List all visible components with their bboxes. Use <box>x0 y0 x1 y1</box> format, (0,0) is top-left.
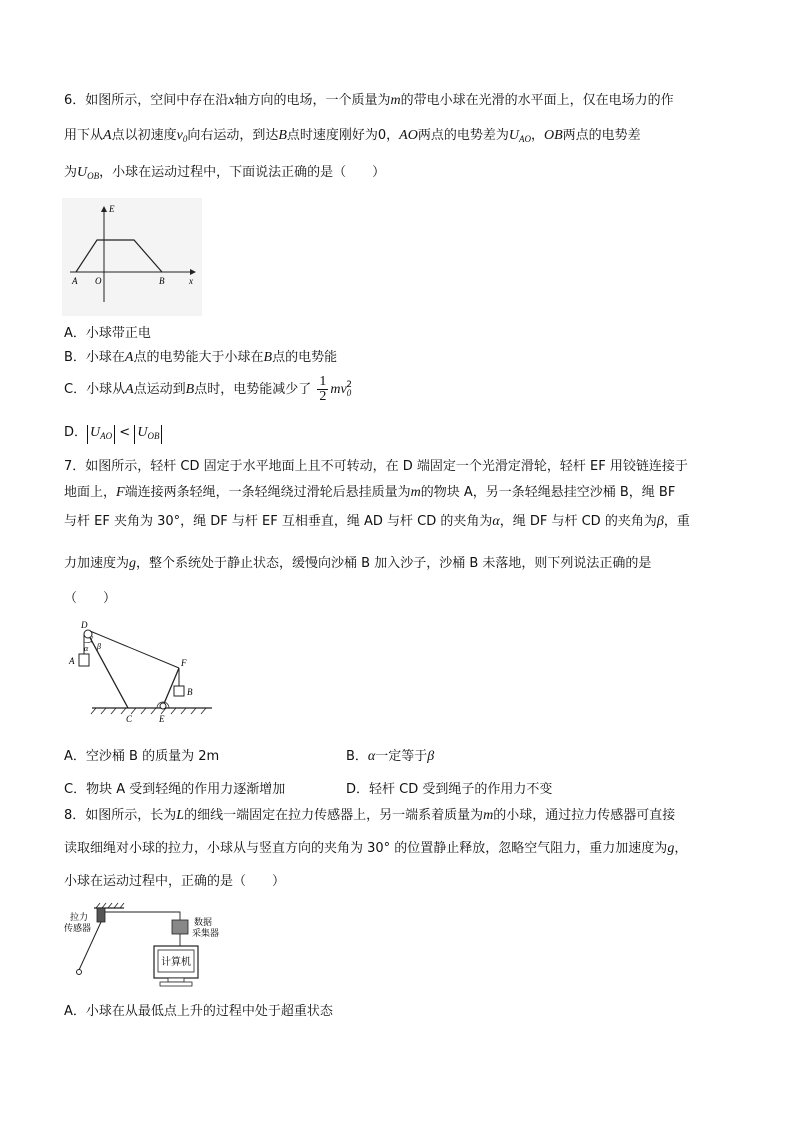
q7-option-a: A．空沙桶 B 的质量为 2m <box>64 749 220 764</box>
abs-uao: $U_{AO}$ <box>87 425 115 444</box>
label-b: B <box>187 687 193 697</box>
rod-cd <box>88 634 128 708</box>
origin-label: O <box>95 276 102 286</box>
label-alpha: α <box>84 644 89 653</box>
fraction-one-half: $\frac{1}{2}$ <box>319 374 327 404</box>
q6-option-b: B．小球在A点的电势能大于小球在B点的电势能 <box>64 350 338 365</box>
q6-stem-line1: 6．如图所示，空间中存在沿x轴方向的电场，一个质量为m的带电小球在光滑的水平面上，仅在电场力的作 <box>64 93 674 108</box>
label-d: D <box>81 620 88 630</box>
q7-stem-line2: 地面上，F端连接两条轻绳，一条轻绳绕过滑轮后悬挂质量为m的物块 A，另一条轻绳悬挂空沙桶 B，绳 BF <box>64 485 676 500</box>
q7-option-c: C．物块 A 受到轻绳的作用力逐渐增加 <box>64 782 286 797</box>
force-sensor <box>97 908 105 922</box>
collector-label-line1: 数据 <box>194 917 213 927</box>
block-a <box>79 654 89 666</box>
e-axis-label: E <box>109 204 115 214</box>
computer-stand <box>168 978 184 982</box>
label-c: C <box>126 714 133 724</box>
q6-option-a: A．小球带正电 <box>64 326 151 341</box>
q8-stem-line3: 小球在运动过程中，正确的是（ ） <box>64 874 286 889</box>
ground-hatching <box>91 708 206 714</box>
q7-stem-line1: 7．如图所示，轻杆 CD 固定于水平地面上且不可转动，在 D 端固定一个光滑定滑轮，轻杆 EF 用铰链连接于 <box>64 459 688 474</box>
computer-label: 计算机 <box>161 957 191 968</box>
q8-option-a: A．小球在从最低点上升的过程中处于超重状态 <box>64 1004 333 1019</box>
point-b-label: B <box>159 276 165 286</box>
q6-stem-line3: 为$U_{OB}$，小球在运动过程中，下面说法正确的是（ ） <box>64 165 386 181</box>
sensor-label-line1: 拉力 <box>70 912 89 922</box>
bucket-b <box>174 686 184 696</box>
point-a-label: A <box>72 276 78 286</box>
ball <box>77 970 82 975</box>
label-a: A <box>69 656 75 666</box>
label-e: E <box>159 714 165 724</box>
q7-stem-line5: （ ） <box>64 591 117 606</box>
q8-stem-line2: 读取细绳对小球的拉力，小球从与竖直方向的夹角为 30° 的位置静止释放，忽略空气阻力，重力加速度为g， <box>64 841 688 856</box>
x-axis-label: x <box>189 276 193 286</box>
collector-label-line2: 采集器 <box>192 928 220 938</box>
q6-option-c: C．小球从A点运动到B点时，电势能减少了 $\frac{1}{2}$ $mv_0^2$ <box>64 374 352 404</box>
hinge-e <box>160 703 166 709</box>
q7-stem-line4: 力加速度为g，整个系统处于静止状态，缓慢向沙桶 B 加入沙子，沙桶 B 未落地，则下列说法正确的是 <box>64 556 652 571</box>
angle-alpha-arc <box>84 641 92 643</box>
q6-option-d: D． $U_{AO} < U_{OB}$ <box>64 424 162 444</box>
q7-option-b: B．α一定等于β <box>346 749 435 764</box>
ceiling-hatching <box>96 903 124 908</box>
computer-base <box>160 982 192 986</box>
figure-background <box>62 198 202 316</box>
data-collector <box>172 920 188 934</box>
label-f: F <box>181 658 187 668</box>
q6-field-graph-figure <box>62 198 202 316</box>
q7-option-d: D．轻杆 CD 受到绳子的作用力不变 <box>346 782 553 797</box>
q8-sensor-setup-figure <box>64 898 224 992</box>
label-beta: β <box>97 642 101 651</box>
abs-uob: $U_{OB}$ <box>134 425 162 444</box>
q6-stem-line2: 用下从A点以初速度$v_0$向右运动，到达B点时速度刚好为0，AO两点的电势差为$U_{AO}$，OB两点的电势差 <box>64 128 641 144</box>
q7-stem-line3: 与杆 EF 夹角为 30°，绳 DF 与杆 EF 互相垂直，绳 AD 与杆 CD 的夹角为α，绳 DF 与杆 CD 的夹角为β，重 <box>64 514 690 529</box>
q8-stem-line1: 8．如图所示，长为L的细线一端固定在拉力传感器上，另一端系着质量为m的小球，通过拉力传感器可直接 <box>64 808 676 823</box>
sensor-label-line2: 传感器 <box>64 923 92 933</box>
q7-pulley-rod-figure <box>62 616 222 726</box>
cable-sensor-collector <box>105 912 180 920</box>
